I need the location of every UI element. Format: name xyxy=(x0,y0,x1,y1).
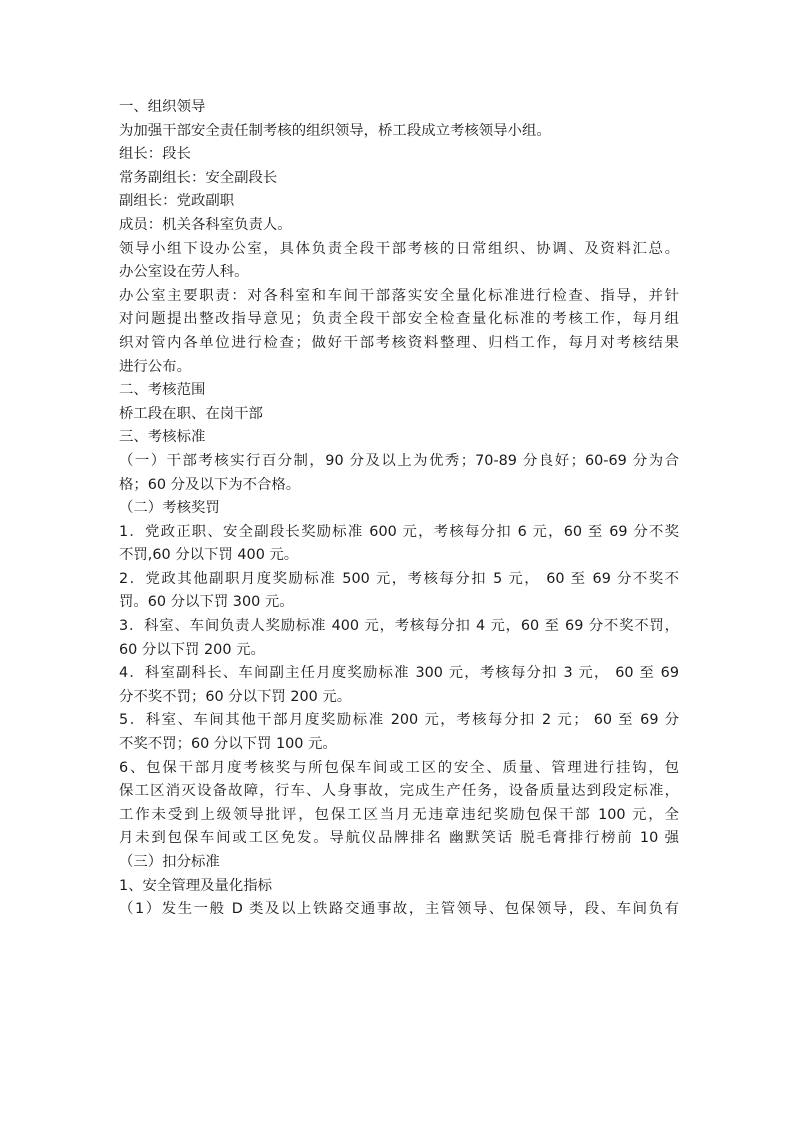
text-line: 办公室设在劳人科。 xyxy=(119,264,249,281)
text-line: （三）扣分标准 xyxy=(119,854,220,870)
text-line: 2．党政其他副职月度奖励标准 500 元，考核每分扣 5 元， 60 至 69 分不奖不 xyxy=(119,570,679,587)
text-line: 副组长：党政副职 xyxy=(119,193,235,210)
text-line: 对问题提出整改指导意见；负责全段干部安全检查量化标准的考核工作，每月组 xyxy=(119,311,679,328)
text-line: 二、考核范围 xyxy=(119,382,206,399)
text-line: 进行公布。 xyxy=(119,358,191,375)
text-line: 3．科室、车间负责人奖励标准 400 元，考核每分扣 4 元，60 至 69 分不奖不罚， xyxy=(119,618,679,635)
text-line: 三、考核标准 xyxy=(119,429,206,446)
text-line: （1）发生一般 D 类及以上铁路交通事故，主管领导、包保领导，段、车间负有 xyxy=(119,901,679,918)
text-line: 成员：机关各科室负责人。 xyxy=(119,216,292,233)
text-line: 分不奖不罚；60 分以下罚 200 元。 xyxy=(119,688,352,705)
text-line: 织对管内各单位进行检查；做好干部考核资料整理、归档工作，每月对考核结果 xyxy=(119,334,679,351)
text-line: （一）干部考核实行百分制，90 分及以上为优秀；70-89 分良好；60-69 分为合 xyxy=(119,452,679,469)
text-line: 1、安全管理及量化指标 xyxy=(119,877,273,894)
text-line: 5．科室、车间其他干部月度奖励标准 200 元，考核每分扣 2 元； 60 至 69 分 xyxy=(119,712,679,729)
text-line: 罚。60 分以下罚 300 元。 xyxy=(119,594,294,611)
text-line: 办公室主要职责：对各科室和车间干部落实安全量化标准进行检查、指导，并针 xyxy=(119,287,679,304)
text-line: 组长：段长 xyxy=(119,146,191,163)
text-line: 6、包保干部月度考核奖与所包保车间或工区的安全、质量、管理进行挂钩，包 xyxy=(119,759,679,776)
text-line: 4．科室副科长、车间副主任月度奖励标准 300 元，考核每分扣 3 元， 60 至 69 xyxy=(119,665,679,682)
text-line: 格；60 分及以下为不合格。 xyxy=(119,476,301,493)
text-line: 一、组织领导 xyxy=(119,99,206,115)
text-line: 保工区消灭设备故障，行车、人身事故，完成生产任务，设备质量达到段定标准， xyxy=(119,783,679,800)
text-line: 月未到包保车间或工区免发。导航仪品牌排名 幽默笑话 脱毛膏排行榜前 10 强 xyxy=(119,830,679,847)
text-line: 60 分以下罚 200 元。 xyxy=(119,641,265,658)
text-line: 不奖不罚；60 分以下罚 100 元。 xyxy=(119,736,337,753)
text-line: （二）考核奖罚 xyxy=(119,500,220,517)
text-line: 领导小组下设办公室，具体负责全段干部考核的日常组织、协调、及资料汇总。 xyxy=(119,240,679,257)
document-body xyxy=(119,96,679,922)
text-line: 1．党政正职、安全副段长奖励标准 600 元，考核每分扣 6 元，60 至 69 分不奖 xyxy=(119,523,679,540)
text-line: 为加强干部安全责任制考核的组织领导，桥工段成立考核领导小组。 xyxy=(119,122,551,139)
text-line: 桥工段在职、在岗干部 xyxy=(119,405,263,422)
text-line: 常务副组长：安全副段长 xyxy=(119,169,278,186)
text-line: 工作未受到上级领导批评，包保工区当月无违章违纪奖励包保干部 100 元，全 xyxy=(119,806,679,823)
text-line: 不罚,60 分以下罚 400 元。 xyxy=(119,547,299,564)
